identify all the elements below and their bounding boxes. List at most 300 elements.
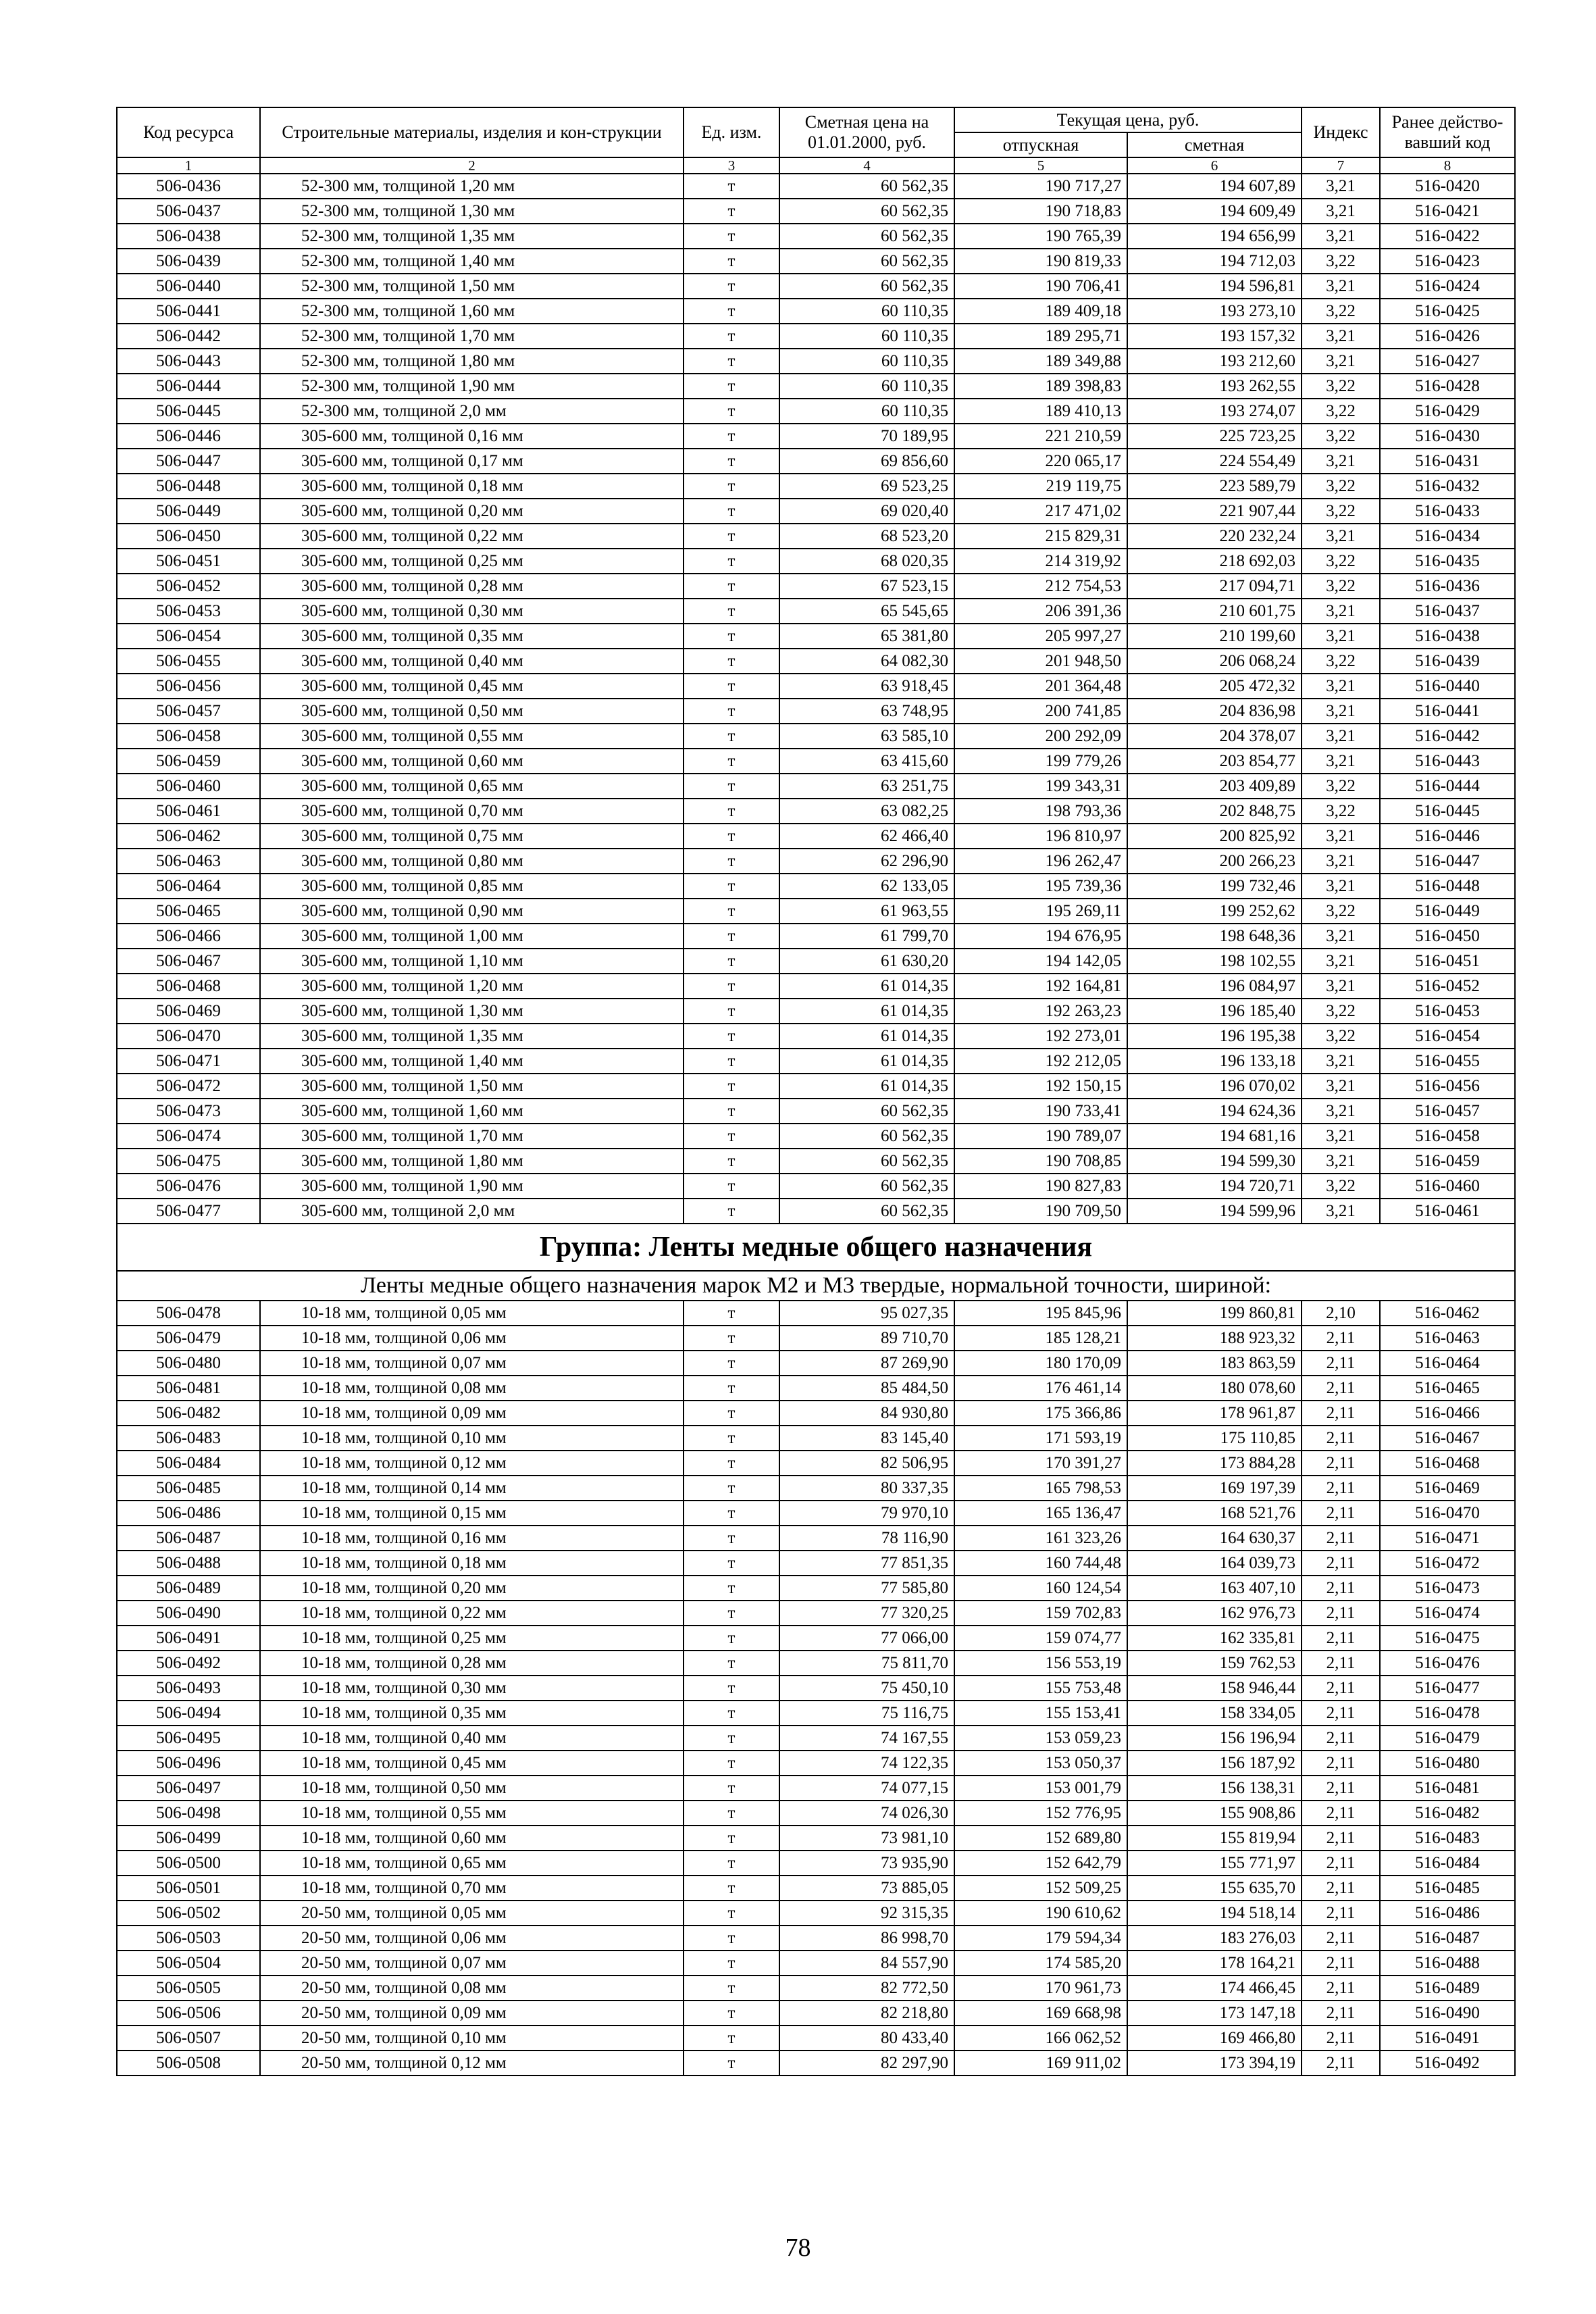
cell-estimate-price: 188 923,32 bbox=[1127, 1326, 1302, 1351]
table-row bbox=[117, 1099, 1515, 1124]
cell-estimate-price: 158 946,44 bbox=[1127, 1676, 1302, 1701]
cell-estimate-price: 200 266,23 bbox=[1127, 849, 1302, 874]
cell-index: 3,21 bbox=[1302, 749, 1380, 774]
cell-unit: т bbox=[684, 549, 779, 574]
cell-estimate-price: 196 084,97 bbox=[1127, 974, 1302, 999]
cell-name: 52-300 мм, толщиной 1,70 мм bbox=[260, 324, 684, 349]
cell-unit: т bbox=[684, 1124, 779, 1149]
cell-code: 506-0490 bbox=[117, 1601, 260, 1626]
cell-old-code: 516-0490 bbox=[1380, 2001, 1515, 2026]
col-number: 1 bbox=[117, 157, 260, 174]
table-row bbox=[117, 1326, 1515, 1351]
table-row bbox=[117, 1074, 1515, 1099]
cell-estimate-price: 175 110,85 bbox=[1127, 1426, 1302, 1451]
cell-code: 506-0443 bbox=[117, 349, 260, 374]
cell-wholesale-price: 196 810,97 bbox=[954, 824, 1127, 849]
cell-old-code: 516-0474 bbox=[1380, 1601, 1515, 1626]
cell-index: 2,11 bbox=[1302, 1926, 1380, 1951]
table-row bbox=[117, 2001, 1515, 2026]
cell-name: 305-600 мм, толщиной 0,75 мм bbox=[260, 824, 684, 849]
cell-code: 506-0456 bbox=[117, 674, 260, 699]
cell-old-code: 516-0475 bbox=[1380, 1626, 1515, 1651]
cell-unit: т bbox=[684, 849, 779, 874]
cell-name: 10-18 мм, толщиной 0,60 мм bbox=[260, 1826, 684, 1851]
cell-index: 3,22 bbox=[1302, 649, 1380, 674]
cell-base-price: 77 320,25 bbox=[779, 1601, 954, 1626]
cell-name: 305-600 мм, толщиной 0,30 мм bbox=[260, 599, 684, 624]
cell-old-code: 516-0437 bbox=[1380, 599, 1515, 624]
table-row bbox=[117, 1376, 1515, 1401]
cell-wholesale-price: 195 845,96 bbox=[954, 1301, 1127, 1326]
cell-wholesale-price: 200 292,09 bbox=[954, 724, 1127, 749]
table-row bbox=[117, 1726, 1515, 1751]
cell-index: 2,11 bbox=[1302, 1351, 1380, 1376]
cell-index: 2,11 bbox=[1302, 1376, 1380, 1401]
cell-index: 3,21 bbox=[1302, 924, 1380, 949]
cell-base-price: 60 562,35 bbox=[779, 274, 954, 299]
cell-name: 305-600 мм, толщиной 2,0 мм bbox=[260, 1199, 684, 1224]
cell-old-code: 516-0428 bbox=[1380, 374, 1515, 399]
cell-estimate-price: 203 854,77 bbox=[1127, 749, 1302, 774]
cell-name: 305-600 мм, толщиной 1,20 мм bbox=[260, 974, 684, 999]
cell-name: 305-600 мм, толщиной 1,60 мм bbox=[260, 1099, 684, 1124]
cell-index: 2,11 bbox=[1302, 1801, 1380, 1826]
cell-wholesale-price: 200 741,85 bbox=[954, 699, 1127, 724]
cell-name: 10-18 мм, толщиной 0,10 мм bbox=[260, 1426, 684, 1451]
group-title: Группа: Ленты медные общего назначения bbox=[117, 1224, 1515, 1271]
table-row bbox=[117, 249, 1515, 274]
cell-estimate-price: 225 723,25 bbox=[1127, 424, 1302, 449]
cell-code: 506-0446 bbox=[117, 424, 260, 449]
cell-unit: т bbox=[684, 999, 779, 1024]
cell-old-code: 516-0457 bbox=[1380, 1099, 1515, 1124]
cell-wholesale-price: 153 050,37 bbox=[954, 1751, 1127, 1776]
cell-old-code: 516-0423 bbox=[1380, 249, 1515, 274]
cell-old-code: 516-0444 bbox=[1380, 774, 1515, 799]
table-row bbox=[117, 1576, 1515, 1601]
cell-wholesale-price: 190 610,62 bbox=[954, 1901, 1127, 1926]
cell-code: 506-0452 bbox=[117, 574, 260, 599]
cell-old-code: 516-0449 bbox=[1380, 899, 1515, 924]
page-number: 78 bbox=[785, 2234, 811, 2262]
cell-name: 52-300 мм, толщиной 1,40 мм bbox=[260, 249, 684, 274]
cell-index: 2,11 bbox=[1302, 1476, 1380, 1501]
cell-estimate-price: 220 232,24 bbox=[1127, 524, 1302, 549]
cell-name: 305-600 мм, толщиной 1,35 мм bbox=[260, 1024, 684, 1049]
cell-unit: т bbox=[684, 499, 779, 524]
cell-wholesale-price: 194 676,95 bbox=[954, 924, 1127, 949]
cell-base-price: 82 772,50 bbox=[779, 1976, 954, 2001]
cell-name: 10-18 мм, толщиной 0,45 мм bbox=[260, 1751, 684, 1776]
cell-wholesale-price: 165 798,53 bbox=[954, 1476, 1127, 1501]
cell-wholesale-price: 185 128,21 bbox=[954, 1326, 1127, 1351]
header-code: Код ресурса bbox=[117, 107, 260, 157]
cell-code: 506-0440 bbox=[117, 274, 260, 299]
cell-wholesale-price: 190 708,85 bbox=[954, 1149, 1127, 1174]
cell-unit: т bbox=[684, 649, 779, 674]
cell-index: 3,22 bbox=[1302, 299, 1380, 324]
table-row bbox=[117, 274, 1515, 299]
header-row bbox=[117, 107, 1515, 132]
cell-code: 506-0460 bbox=[117, 774, 260, 799]
cell-wholesale-price: 192 150,15 bbox=[954, 1074, 1127, 1099]
cell-old-code: 516-0476 bbox=[1380, 1651, 1515, 1676]
cell-unit: т bbox=[684, 1926, 779, 1951]
cell-index: 2,11 bbox=[1302, 2001, 1380, 2026]
cell-code: 506-0476 bbox=[117, 1174, 260, 1199]
cell-estimate-price: 156 138,31 bbox=[1127, 1776, 1302, 1801]
cell-unit: т bbox=[684, 2051, 779, 2076]
cell-old-code: 516-0481 bbox=[1380, 1776, 1515, 1801]
cell-index: 2,11 bbox=[1302, 1951, 1380, 1976]
cell-unit: т bbox=[684, 1099, 779, 1124]
table-row bbox=[117, 399, 1515, 424]
cell-wholesale-price: 152 509,25 bbox=[954, 1876, 1127, 1901]
cell-wholesale-price: 199 343,31 bbox=[954, 774, 1127, 799]
cell-base-price: 69 856,60 bbox=[779, 449, 954, 474]
cell-estimate-price: 162 335,81 bbox=[1127, 1626, 1302, 1651]
cell-code: 506-0474 bbox=[117, 1124, 260, 1149]
cell-wholesale-price: 159 074,77 bbox=[954, 1626, 1127, 1651]
cell-unit: т bbox=[684, 1351, 779, 1376]
cell-base-price: 70 189,95 bbox=[779, 424, 954, 449]
cell-base-price: 77 066,00 bbox=[779, 1626, 954, 1651]
cell-index: 3,21 bbox=[1302, 324, 1380, 349]
cell-base-price: 61 963,55 bbox=[779, 899, 954, 924]
cell-base-price: 84 557,90 bbox=[779, 1951, 954, 1976]
cell-wholesale-price: 152 642,79 bbox=[954, 1851, 1127, 1876]
cell-unit: т bbox=[684, 1376, 779, 1401]
cell-name: 20-50 мм, толщиной 0,09 мм bbox=[260, 2001, 684, 2026]
cell-code: 506-0449 bbox=[117, 499, 260, 524]
table-row bbox=[117, 374, 1515, 399]
cell-old-code: 516-0458 bbox=[1380, 1124, 1515, 1149]
cell-name: 10-18 мм, толщиной 0,20 мм bbox=[260, 1576, 684, 1601]
cell-wholesale-price: 212 754,53 bbox=[954, 574, 1127, 599]
cell-estimate-price: 193 273,10 bbox=[1127, 299, 1302, 324]
cell-old-code: 516-0452 bbox=[1380, 974, 1515, 999]
cell-code: 506-0438 bbox=[117, 224, 260, 249]
cell-name: 10-18 мм, толщиной 0,28 мм bbox=[260, 1651, 684, 1676]
cell-code: 506-0484 bbox=[117, 1451, 260, 1476]
group-row bbox=[117, 1224, 1515, 1271]
cell-index: 3,22 bbox=[1302, 799, 1380, 824]
cell-base-price: 63 415,60 bbox=[779, 749, 954, 774]
cell-index: 3,21 bbox=[1302, 1149, 1380, 1174]
price-table bbox=[116, 107, 1516, 2076]
cell-base-price: 69 523,25 bbox=[779, 474, 954, 499]
cell-estimate-price: 205 472,32 bbox=[1127, 674, 1302, 699]
cell-name: 305-600 мм, толщиной 0,17 мм bbox=[260, 449, 684, 474]
cell-old-code: 516-0488 bbox=[1380, 1951, 1515, 1976]
cell-unit: т bbox=[684, 274, 779, 299]
group-section bbox=[117, 1224, 1515, 1301]
cell-index: 2,11 bbox=[1302, 1526, 1380, 1551]
cell-estimate-price: 180 078,60 bbox=[1127, 1376, 1302, 1401]
cell-index: 2,11 bbox=[1302, 2051, 1380, 2076]
cell-index: 3,21 bbox=[1302, 1049, 1380, 1074]
cell-index: 3,21 bbox=[1302, 974, 1380, 999]
cell-code: 506-0505 bbox=[117, 1976, 260, 2001]
cell-wholesale-price: 171 593,19 bbox=[954, 1426, 1127, 1451]
cell-old-code: 516-0441 bbox=[1380, 699, 1515, 724]
table-row bbox=[117, 349, 1515, 374]
cell-name: 305-600 мм, толщиной 0,22 мм bbox=[260, 524, 684, 549]
cell-old-code: 516-0480 bbox=[1380, 1751, 1515, 1776]
cell-old-code: 516-0461 bbox=[1380, 1199, 1515, 1224]
cell-code: 506-0488 bbox=[117, 1551, 260, 1576]
cell-base-price: 60 562,35 bbox=[779, 1124, 954, 1149]
cell-name: 20-50 мм, толщиной 0,10 мм bbox=[260, 2026, 684, 2051]
cell-old-code: 516-0492 bbox=[1380, 2051, 1515, 2076]
cell-old-code: 516-0459 bbox=[1380, 1149, 1515, 1174]
cell-old-code: 516-0440 bbox=[1380, 674, 1515, 699]
cell-index: 2,11 bbox=[1302, 1626, 1380, 1651]
cell-wholesale-price: 160 744,48 bbox=[954, 1551, 1127, 1576]
cell-old-code: 516-0477 bbox=[1380, 1676, 1515, 1701]
cell-index: 3,21 bbox=[1302, 724, 1380, 749]
cell-name: 305-600 мм, толщиной 0,90 мм bbox=[260, 899, 684, 924]
table-row bbox=[117, 524, 1515, 549]
cell-old-code: 516-0453 bbox=[1380, 999, 1515, 1024]
cell-index: 3,22 bbox=[1302, 774, 1380, 799]
table-row bbox=[117, 1301, 1515, 1326]
cell-unit: т bbox=[684, 2026, 779, 2051]
cell-name: 305-600 мм, толщиной 1,70 мм bbox=[260, 1124, 684, 1149]
cell-wholesale-price: 190 827,83 bbox=[954, 1174, 1127, 1199]
cell-estimate-price: 224 554,49 bbox=[1127, 449, 1302, 474]
cell-name: 52-300 мм, толщиной 1,30 мм bbox=[260, 199, 684, 224]
table-row bbox=[117, 1626, 1515, 1651]
cell-unit: т bbox=[684, 199, 779, 224]
cell-name: 10-18 мм, толщиной 0,65 мм bbox=[260, 1851, 684, 1876]
table-row bbox=[117, 549, 1515, 574]
cell-estimate-price: 196 195,38 bbox=[1127, 1024, 1302, 1049]
cell-name: 10-18 мм, толщиной 0,08 мм bbox=[260, 1376, 684, 1401]
cell-base-price: 63 251,75 bbox=[779, 774, 954, 799]
cell-base-price: 60 562,35 bbox=[779, 249, 954, 274]
cell-wholesale-price: 156 553,19 bbox=[954, 1651, 1127, 1676]
cell-wholesale-price: 192 164,81 bbox=[954, 974, 1127, 999]
cell-index: 3,22 bbox=[1302, 249, 1380, 274]
cell-wholesale-price: 201 948,50 bbox=[954, 649, 1127, 674]
cell-unit: т bbox=[684, 1301, 779, 1326]
cell-old-code: 516-0484 bbox=[1380, 1851, 1515, 1876]
cell-index: 3,21 bbox=[1302, 174, 1380, 199]
cell-name: 305-600 мм, толщиной 0,25 мм bbox=[260, 549, 684, 574]
cell-old-code: 516-0483 bbox=[1380, 1826, 1515, 1851]
cell-code: 506-0508 bbox=[117, 2051, 260, 2076]
cell-code: 506-0495 bbox=[117, 1726, 260, 1751]
cell-unit: т bbox=[684, 949, 779, 974]
cell-base-price: 60 562,35 bbox=[779, 199, 954, 224]
cell-wholesale-price: 220 065,17 bbox=[954, 449, 1127, 474]
cell-old-code: 516-0447 bbox=[1380, 849, 1515, 874]
cell-base-price: 82 297,90 bbox=[779, 2051, 954, 2076]
cell-code: 506-0444 bbox=[117, 374, 260, 399]
cell-unit: т bbox=[684, 1626, 779, 1651]
table-row bbox=[117, 824, 1515, 849]
cell-base-price: 95 027,35 bbox=[779, 1301, 954, 1326]
cell-base-price: 67 523,15 bbox=[779, 574, 954, 599]
cell-code: 506-0447 bbox=[117, 449, 260, 474]
cell-estimate-price: 204 378,07 bbox=[1127, 724, 1302, 749]
cell-wholesale-price: 190 718,83 bbox=[954, 199, 1127, 224]
cell-index: 3,21 bbox=[1302, 849, 1380, 874]
cell-estimate-price: 155 908,86 bbox=[1127, 1801, 1302, 1826]
cell-index: 2,11 bbox=[1302, 1851, 1380, 1876]
cell-name: 10-18 мм, толщиной 0,14 мм bbox=[260, 1476, 684, 1501]
cell-unit: т bbox=[684, 449, 779, 474]
column-numbers-row bbox=[117, 157, 1515, 174]
cell-index: 3,21 bbox=[1302, 199, 1380, 224]
cell-code: 506-0483 bbox=[117, 1426, 260, 1451]
cell-old-code: 516-0450 bbox=[1380, 924, 1515, 949]
cell-code: 506-0489 bbox=[117, 1576, 260, 1601]
header-current-price: Текущая цена, руб. bbox=[954, 107, 1302, 132]
table-row bbox=[117, 299, 1515, 324]
cell-name: 305-600 мм, толщиной 0,18 мм bbox=[260, 474, 684, 499]
cell-estimate-price: 221 907,44 bbox=[1127, 499, 1302, 524]
cell-wholesale-price: 179 594,34 bbox=[954, 1926, 1127, 1951]
table-row bbox=[117, 799, 1515, 824]
cell-estimate-price: 194 609,49 bbox=[1127, 199, 1302, 224]
cell-wholesale-price: 190 765,39 bbox=[954, 224, 1127, 249]
cell-wholesale-price: 195 739,36 bbox=[954, 874, 1127, 899]
cell-estimate-price: 198 102,55 bbox=[1127, 949, 1302, 974]
cell-code: 506-0492 bbox=[117, 1651, 260, 1676]
cell-base-price: 80 433,40 bbox=[779, 2026, 954, 2051]
cell-base-price: 60 562,35 bbox=[779, 1174, 954, 1199]
cell-old-code: 516-0439 bbox=[1380, 649, 1515, 674]
cell-index: 3,21 bbox=[1302, 624, 1380, 649]
cell-unit: т bbox=[684, 1149, 779, 1174]
cell-wholesale-price: 176 461,14 bbox=[954, 1376, 1127, 1401]
cell-name: 305-600 мм, толщиной 0,45 мм bbox=[260, 674, 684, 699]
cell-base-price: 68 523,20 bbox=[779, 524, 954, 549]
cell-name: 52-300 мм, толщиной 1,80 мм bbox=[260, 349, 684, 374]
table-row bbox=[117, 1601, 1515, 1626]
cell-wholesale-price: 189 349,88 bbox=[954, 349, 1127, 374]
cell-base-price: 60 110,35 bbox=[779, 374, 954, 399]
cell-index: 2,11 bbox=[1302, 1551, 1380, 1576]
cell-old-code: 516-0451 bbox=[1380, 949, 1515, 974]
cell-wholesale-price: 155 153,41 bbox=[954, 1701, 1127, 1726]
cell-name: 20-50 мм, толщиной 0,05 мм bbox=[260, 1901, 684, 1926]
cell-base-price: 61 014,35 bbox=[779, 974, 954, 999]
cell-base-price: 63 748,95 bbox=[779, 699, 954, 724]
cell-wholesale-price: 190 819,33 bbox=[954, 249, 1127, 274]
cell-base-price: 85 484,50 bbox=[779, 1376, 954, 1401]
cell-base-price: 60 562,35 bbox=[779, 224, 954, 249]
cell-unit: т bbox=[684, 1476, 779, 1501]
cell-unit: т bbox=[684, 524, 779, 549]
cell-unit: т bbox=[684, 1501, 779, 1526]
cell-index: 2,11 bbox=[1302, 1451, 1380, 1476]
cell-unit: т bbox=[684, 1901, 779, 1926]
cell-name: 52-300 мм, толщиной 1,60 мм bbox=[260, 299, 684, 324]
table-row bbox=[117, 1651, 1515, 1676]
cell-old-code: 516-0421 bbox=[1380, 199, 1515, 224]
cell-name: 10-18 мм, толщиной 0,18 мм bbox=[260, 1551, 684, 1576]
cell-old-code: 516-0446 bbox=[1380, 824, 1515, 849]
cell-index: 2,11 bbox=[1302, 1426, 1380, 1451]
col-number: 3 bbox=[684, 157, 779, 174]
cell-code: 506-0459 bbox=[117, 749, 260, 774]
cell-name: 52-300 мм, толщиной 2,0 мм bbox=[260, 399, 684, 424]
cell-base-price: 60 110,35 bbox=[779, 299, 954, 324]
cell-base-price: 82 506,95 bbox=[779, 1451, 954, 1476]
cell-base-price: 60 110,35 bbox=[779, 399, 954, 424]
cell-code: 506-0479 bbox=[117, 1326, 260, 1351]
cell-index: 3,22 bbox=[1302, 399, 1380, 424]
cell-name: 20-50 мм, толщиной 0,12 мм bbox=[260, 2051, 684, 2076]
cell-estimate-price: 173 147,18 bbox=[1127, 2001, 1302, 2026]
cell-index: 3,22 bbox=[1302, 574, 1380, 599]
cell-index: 3,21 bbox=[1302, 599, 1380, 624]
cell-wholesale-price: 160 124,54 bbox=[954, 1576, 1127, 1601]
cell-wholesale-price: 199 779,26 bbox=[954, 749, 1127, 774]
cell-unit: т bbox=[684, 1199, 779, 1224]
cell-unit: т bbox=[684, 1776, 779, 1801]
subgroup-row bbox=[117, 1271, 1515, 1301]
cell-wholesale-price: 217 471,02 bbox=[954, 499, 1127, 524]
cell-unit: т bbox=[684, 1049, 779, 1074]
cell-wholesale-price: 195 269,11 bbox=[954, 899, 1127, 924]
cell-index: 2,11 bbox=[1302, 1751, 1380, 1776]
cell-name: 10-18 мм, толщиной 0,25 мм bbox=[260, 1626, 684, 1651]
cell-old-code: 516-0482 bbox=[1380, 1801, 1515, 1826]
cell-index: 2,11 bbox=[1302, 1701, 1380, 1726]
cell-unit: т bbox=[684, 674, 779, 699]
cell-estimate-price: 210 199,60 bbox=[1127, 624, 1302, 649]
cell-unit: т bbox=[684, 924, 779, 949]
cell-name: 10-18 мм, толщиной 0,16 мм bbox=[260, 1526, 684, 1551]
cell-code: 506-0467 bbox=[117, 949, 260, 974]
cell-base-price: 60 562,35 bbox=[779, 174, 954, 199]
cell-estimate-price: 202 848,75 bbox=[1127, 799, 1302, 824]
cell-wholesale-price: 152 776,95 bbox=[954, 1801, 1127, 1826]
cell-unit: т bbox=[684, 1851, 779, 1876]
cell-index: 2,11 bbox=[1302, 1776, 1380, 1801]
cell-old-code: 516-0455 bbox=[1380, 1049, 1515, 1074]
header-unit: Ед. изм. bbox=[684, 107, 779, 157]
cell-estimate-price: 218 692,03 bbox=[1127, 549, 1302, 574]
table-row bbox=[117, 774, 1515, 799]
cell-name: 52-300 мм, толщиной 1,90 мм bbox=[260, 374, 684, 399]
table-row bbox=[117, 1801, 1515, 1826]
cell-unit: т bbox=[684, 824, 779, 849]
cell-index: 2,11 bbox=[1302, 1726, 1380, 1751]
cell-old-code: 516-0478 bbox=[1380, 1701, 1515, 1726]
table-row bbox=[117, 749, 1515, 774]
header-index: Индекс bbox=[1302, 107, 1380, 157]
cell-code: 506-0498 bbox=[117, 1801, 260, 1826]
cell-estimate-price: 193 157,32 bbox=[1127, 324, 1302, 349]
cell-wholesale-price: 169 668,98 bbox=[954, 2001, 1127, 2026]
cell-unit: т bbox=[684, 1601, 779, 1626]
cell-code: 506-0445 bbox=[117, 399, 260, 424]
cell-name: 305-600 мм, толщиной 1,50 мм bbox=[260, 1074, 684, 1099]
table-row bbox=[117, 849, 1515, 874]
cell-old-code: 516-0422 bbox=[1380, 224, 1515, 249]
table-row bbox=[117, 899, 1515, 924]
cell-estimate-price: 198 648,36 bbox=[1127, 924, 1302, 949]
cell-estimate-price: 203 409,89 bbox=[1127, 774, 1302, 799]
cell-index: 3,21 bbox=[1302, 949, 1380, 974]
cell-estimate-price: 162 976,73 bbox=[1127, 1601, 1302, 1626]
cell-name: 20-50 мм, толщиной 0,06 мм bbox=[260, 1926, 684, 1951]
